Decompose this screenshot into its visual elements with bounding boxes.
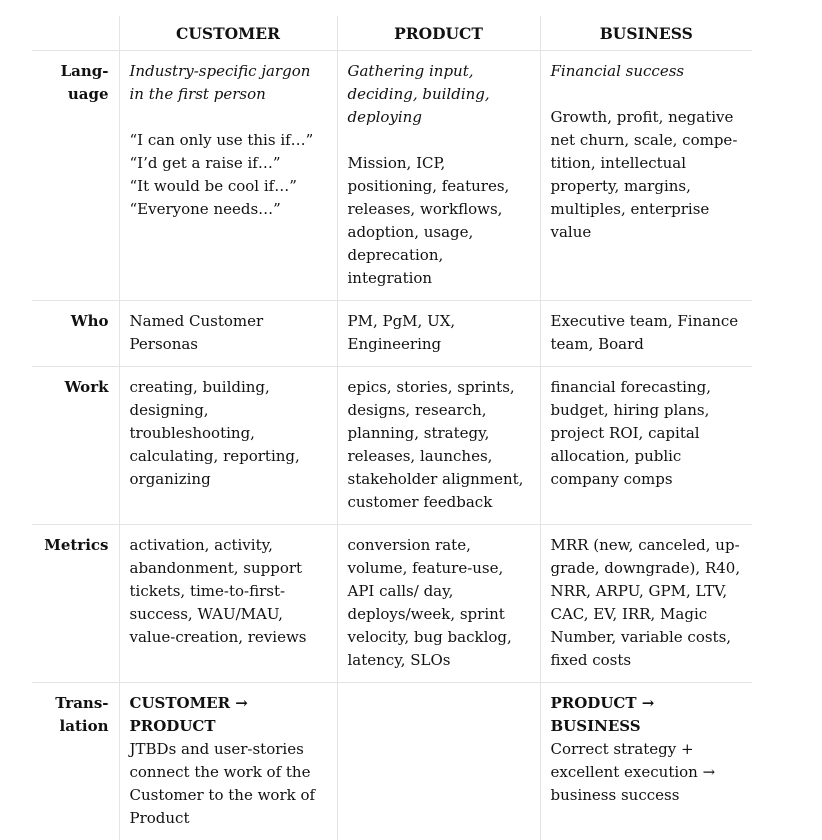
cell-work-product: epics, stories, sprints, designs, research, planning, strategy, releases, launches, stakeholder alignment, customer feedback [337, 367, 540, 525]
cell-heading: Industry-specific jargon in the first person [130, 60, 327, 106]
table-row-metrics [32, 525, 752, 683]
cell-heading: Gathering input, deciding, building, deploying [348, 60, 530, 129]
column-header-customer: CUSTOMER [119, 16, 337, 51]
cell-translation-business [540, 683, 752, 840]
cell-language-customer [119, 51, 337, 301]
cell-heading: Financial success [551, 60, 743, 83]
column-header-product: PRODUCT [337, 16, 540, 51]
comparison-table [32, 16, 752, 840]
cell-body: JTBDs and user-stories connect the work of the Customer to the work of Product [130, 738, 327, 830]
cell-work-business: financial forecasting, budget, hiring plans, project ROI, capital allocation, public company comps [540, 367, 752, 525]
table-row-language [32, 51, 752, 301]
cell-body: Mission, ICP, positioning, features, releases, workflows, adoption, usage, deprecation, integration [348, 152, 530, 290]
column-header-business: BUSINESS [540, 16, 752, 51]
table-row-who [32, 301, 752, 367]
row-label-translation [32, 683, 119, 840]
cell-who-customer: Named Customer Personas [119, 301, 337, 367]
cell-who-product: PM, PgM, UX, Engineering [337, 301, 540, 367]
table-row-work [32, 367, 752, 525]
cell-who-business: Executive team, Finance team, Board [540, 301, 752, 367]
cell-language-business [540, 51, 752, 301]
quote-line: “I’d get a raise if…” [130, 152, 327, 175]
row-label-who: Who [32, 301, 119, 367]
row-label-metrics: Metrics [32, 525, 119, 683]
cell-language-product [337, 51, 540, 301]
row-label-work: Work [32, 367, 119, 525]
quote-line: “Everyone needs…” [130, 198, 327, 221]
cell-work-customer: creating, building, designing, troubleshooting, calculating, reporting, organizing [119, 367, 337, 525]
cell-metrics-business: MRR (new, canceled, upgrade, downgrade), R40, NRR, ARPU, GPM, LTV, CAC, EV, IRR, Magic Number, variable costs, fixed costs [540, 525, 752, 683]
cell-body: Correct strategy + excellent execution → business success [551, 738, 743, 807]
cell-heading: CUSTOMER → PRODUCT [130, 692, 327, 738]
cell-metrics-product: conversion rate, volume, feature-use, API calls/ day, deploys/week, sprint velocity, bug backlog, latency, SLOs [337, 525, 540, 683]
corner-header [32, 16, 119, 51]
cell-translation-product [337, 683, 540, 840]
cell-heading: PRODUCT → BUSINESS [551, 692, 743, 738]
cell-metrics-customer: activation, activity, abandonment, support tickets, time-to-first-success, WAU/MAU, value-creation, reviews [119, 525, 337, 683]
row-label-text: Trans- lation [55, 694, 108, 735]
row-label-text: Lang- uage [61, 62, 109, 103]
table-row-translation [32, 683, 752, 840]
cell-translation-customer [119, 683, 337, 840]
header-row [32, 16, 752, 51]
quote-line: “I can only use this if…” [130, 129, 327, 152]
cell-body: Growth, profit, negative net churn, scale, competition, intellectual property, margins, multiples, enterprise value [551, 106, 743, 244]
row-label-language [32, 51, 119, 301]
quote-line: “It would be cool if…” [130, 175, 327, 198]
